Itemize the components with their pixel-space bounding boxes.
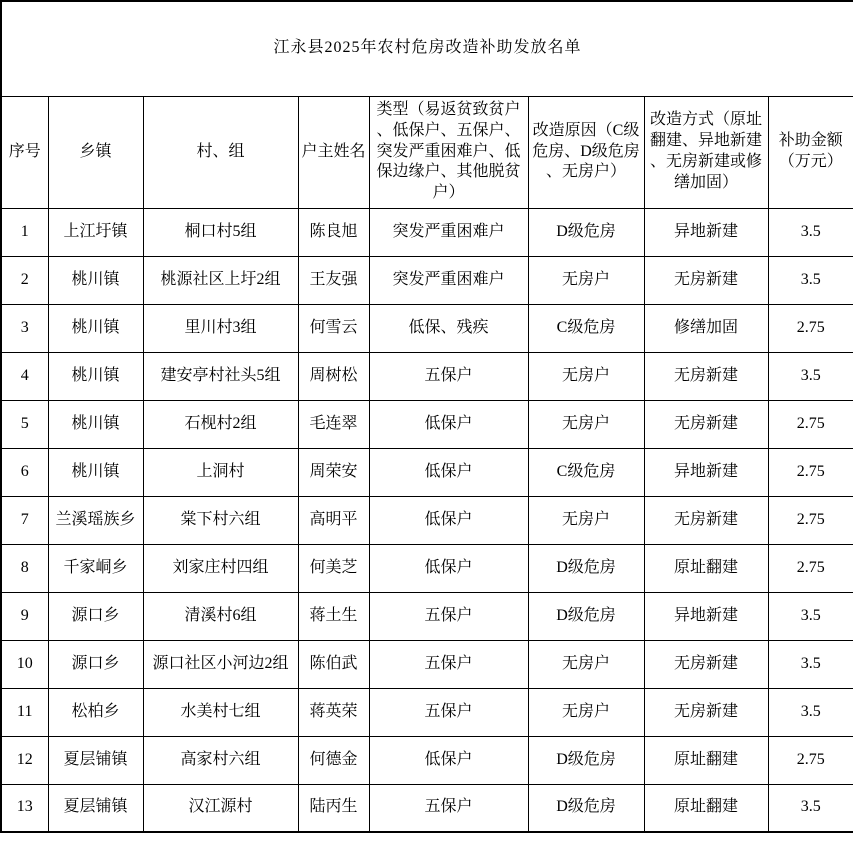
cell-village: 高家村六组 — [143, 736, 298, 784]
cell-village: 桃源社区上圩2组 — [143, 256, 298, 304]
table-header-row — [1, 96, 853, 208]
cell-amount: 3.5 — [768, 640, 853, 688]
cell-reason: 无房户 — [528, 256, 644, 304]
cell-reason: D级危房 — [528, 592, 644, 640]
table-row — [1, 352, 853, 400]
cell-amount: 3.5 — [768, 784, 853, 832]
cell-type: 五保户 — [369, 352, 528, 400]
cell-village: 桐口村5组 — [143, 208, 298, 256]
cell-township: 夏层铺镇 — [48, 736, 143, 784]
cell-reason: 无房户 — [528, 688, 644, 736]
cell-village: 源口社区小河边2组 — [143, 640, 298, 688]
cell-township: 松柏乡 — [48, 688, 143, 736]
cell-amount: 2.75 — [768, 736, 853, 784]
cell-amount: 2.75 — [768, 496, 853, 544]
cell-township: 兰溪瑶族乡 — [48, 496, 143, 544]
cell-township: 千家峒乡 — [48, 544, 143, 592]
cell-amount: 2.75 — [768, 544, 853, 592]
cell-reason: C级危房 — [528, 304, 644, 352]
cell-name: 陆丙生 — [298, 784, 369, 832]
cell-township: 桃川镇 — [48, 304, 143, 352]
cell-method: 无房新建 — [644, 256, 768, 304]
cell-index: 10 — [1, 640, 48, 688]
col-header-method: 改造方式（原址翻建、异地新建、无房新建或修缮加固） — [644, 96, 768, 208]
cell-type: 低保户 — [369, 448, 528, 496]
cell-method: 修缮加固 — [644, 304, 768, 352]
cell-index: 5 — [1, 400, 48, 448]
cell-township: 夏层铺镇 — [48, 784, 143, 832]
table-row — [1, 400, 853, 448]
col-header-amount: 补助金额（万元） — [768, 96, 853, 208]
cell-reason: D级危房 — [528, 208, 644, 256]
cell-township: 上江圩镇 — [48, 208, 143, 256]
cell-name: 高明平 — [298, 496, 369, 544]
cell-method: 无房新建 — [644, 688, 768, 736]
col-header-index: 序号 — [1, 96, 48, 208]
cell-amount: 3.5 — [768, 592, 853, 640]
col-header-type: 类型（易返贫致贫户、低保户、五保户、突发严重困难户、低保边缘户、其他脱贫户） — [369, 96, 528, 208]
cell-method: 无房新建 — [644, 496, 768, 544]
table-row — [1, 736, 853, 784]
table-row — [1, 640, 853, 688]
cell-township: 桃川镇 — [48, 448, 143, 496]
cell-village: 建安亭村社头5组 — [143, 352, 298, 400]
cell-township: 桃川镇 — [48, 256, 143, 304]
cell-reason: D级危房 — [528, 736, 644, 784]
cell-method: 原址翻建 — [644, 784, 768, 832]
cell-amount: 3.5 — [768, 688, 853, 736]
cell-amount: 3.5 — [768, 256, 853, 304]
cell-name: 何美芝 — [298, 544, 369, 592]
cell-reason: 无房户 — [528, 352, 644, 400]
table-row — [1, 256, 853, 304]
title-row — [1, 1, 853, 96]
cell-index: 1 — [1, 208, 48, 256]
cell-village: 上洞村 — [143, 448, 298, 496]
cell-township: 桃川镇 — [48, 400, 143, 448]
col-header-village: 村、组 — [143, 96, 298, 208]
cell-method: 原址翻建 — [644, 736, 768, 784]
cell-name: 陈伯武 — [298, 640, 369, 688]
cell-name: 周荣安 — [298, 448, 369, 496]
cell-type: 低保户 — [369, 400, 528, 448]
cell-township: 源口乡 — [48, 640, 143, 688]
cell-index: 3 — [1, 304, 48, 352]
cell-name: 毛连翠 — [298, 400, 369, 448]
cell-index: 4 — [1, 352, 48, 400]
table-row — [1, 544, 853, 592]
cell-method: 原址翻建 — [644, 544, 768, 592]
cell-name: 陈良旭 — [298, 208, 369, 256]
table-row — [1, 784, 853, 832]
page-title: 江永县2025年农村危房改造补助发放名单 — [1, 1, 853, 96]
cell-reason: 无房户 — [528, 496, 644, 544]
cell-index: 11 — [1, 688, 48, 736]
cell-amount: 3.5 — [768, 352, 853, 400]
cell-name: 何雪云 — [298, 304, 369, 352]
cell-village: 水美村七组 — [143, 688, 298, 736]
cell-type: 低保户 — [369, 496, 528, 544]
cell-method: 无房新建 — [644, 400, 768, 448]
cell-township: 桃川镇 — [48, 352, 143, 400]
cell-amount: 2.75 — [768, 400, 853, 448]
cell-index: 2 — [1, 256, 48, 304]
cell-index: 12 — [1, 736, 48, 784]
table-row — [1, 448, 853, 496]
cell-method: 无房新建 — [644, 352, 768, 400]
cell-reason: 无房户 — [528, 640, 644, 688]
cell-index: 9 — [1, 592, 48, 640]
cell-method: 异地新建 — [644, 448, 768, 496]
cell-type: 低保户 — [369, 544, 528, 592]
table-row — [1, 208, 853, 256]
cell-type: 五保户 — [369, 784, 528, 832]
cell-village: 刘家庄村四组 — [143, 544, 298, 592]
cell-method: 异地新建 — [644, 592, 768, 640]
cell-village: 清溪村6组 — [143, 592, 298, 640]
cell-type: 突发严重困难户 — [369, 208, 528, 256]
cell-name: 蒋土生 — [298, 592, 369, 640]
cell-type: 五保户 — [369, 640, 528, 688]
cell-name: 周树松 — [298, 352, 369, 400]
cell-village: 石枧村2组 — [143, 400, 298, 448]
cell-village: 里川村3组 — [143, 304, 298, 352]
col-header-name: 户主姓名 — [298, 96, 369, 208]
col-header-township: 乡镇 — [48, 96, 143, 208]
cell-reason: D级危房 — [528, 784, 644, 832]
cell-method: 异地新建 — [644, 208, 768, 256]
cell-amount: 3.5 — [768, 208, 853, 256]
cell-type: 低保、残疾 — [369, 304, 528, 352]
cell-reason: 无房户 — [528, 400, 644, 448]
cell-type: 五保户 — [369, 592, 528, 640]
cell-method: 无房新建 — [644, 640, 768, 688]
cell-name: 王友强 — [298, 256, 369, 304]
cell-village: 汉江源村 — [143, 784, 298, 832]
cell-index: 13 — [1, 784, 48, 832]
table-row — [1, 688, 853, 736]
cell-name: 蒋英荣 — [298, 688, 369, 736]
cell-village: 棠下村六组 — [143, 496, 298, 544]
col-header-reason: 改造原因（C级危房、D级危房、无房户） — [528, 96, 644, 208]
cell-index: 7 — [1, 496, 48, 544]
cell-township: 源口乡 — [48, 592, 143, 640]
cell-reason: D级危房 — [528, 544, 644, 592]
cell-amount: 2.75 — [768, 304, 853, 352]
table-row — [1, 592, 853, 640]
cell-name: 何德金 — [298, 736, 369, 784]
table-row — [1, 304, 853, 352]
cell-type: 五保户 — [369, 688, 528, 736]
cell-reason: C级危房 — [528, 448, 644, 496]
cell-type: 低保户 — [369, 736, 528, 784]
cell-amount: 2.75 — [768, 448, 853, 496]
cell-type: 突发严重困难户 — [369, 256, 528, 304]
cell-index: 6 — [1, 448, 48, 496]
cell-index: 8 — [1, 544, 48, 592]
table-row — [1, 496, 853, 544]
